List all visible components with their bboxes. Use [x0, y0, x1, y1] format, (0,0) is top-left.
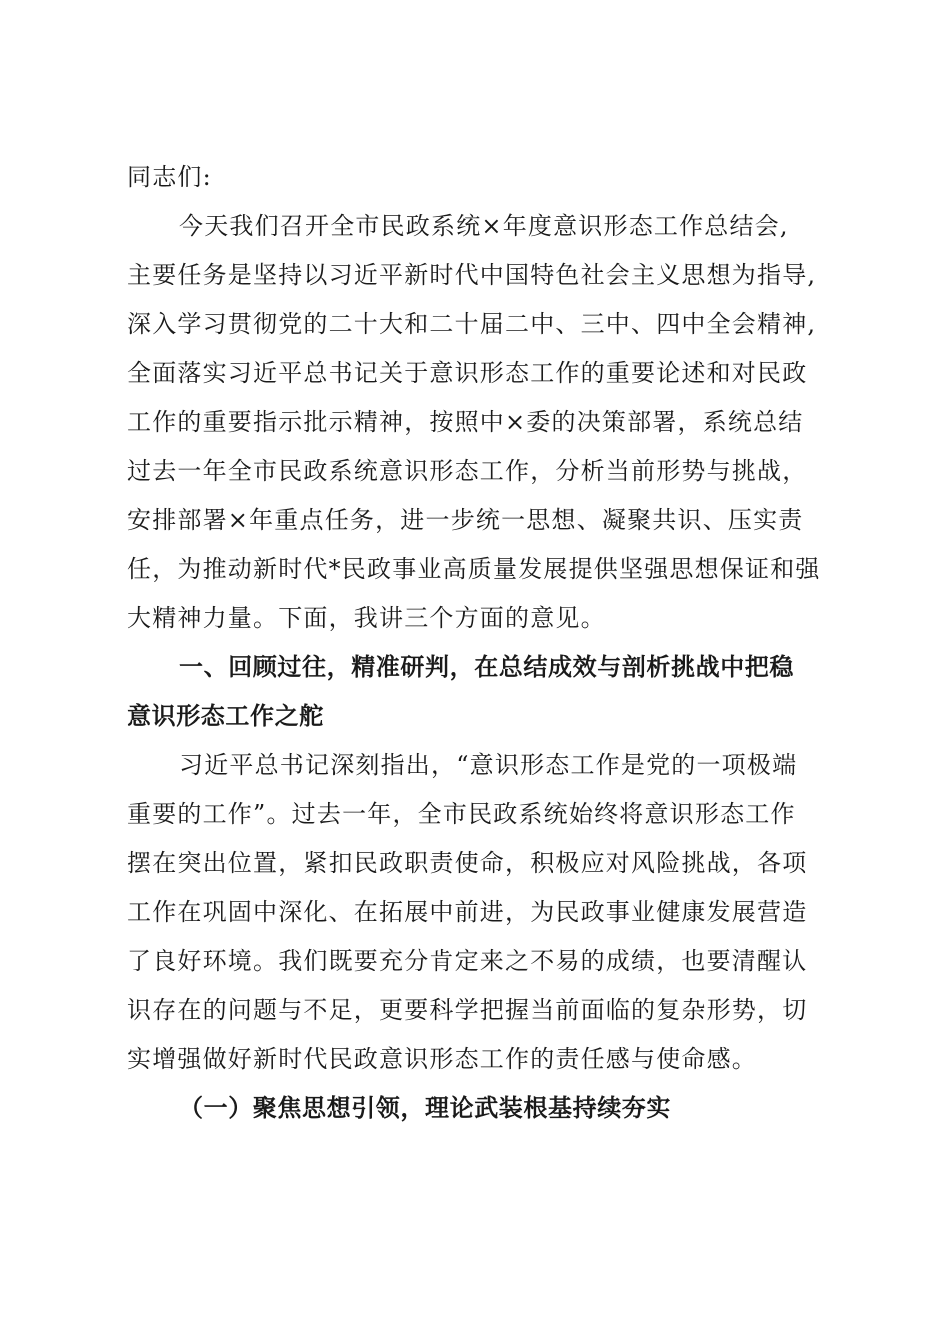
paragraph-line: 深入学习贯彻党的二十大和二十届二中、三中、四中全会精神, — [127, 310, 817, 338]
paragraph-line: 重要的工作”。过去一年，全市民政系统始终将意识形态工作 — [127, 800, 796, 828]
paragraph-line: 工作的重要指示批示精神，按照中×委的决策部署，系统总结 — [127, 408, 804, 436]
paragraph-line: 大精神力量。下面，我讲三个方面的意见。 — [127, 604, 606, 632]
paragraph-line: 主要任务是坚持以习近平新时代中国特色社会主义思想为指导, — [127, 261, 817, 289]
paragraph-line: 实增强做好新时代民政意识形态工作的责任感与使命感。 — [127, 1045, 757, 1073]
paragraph-line: 摆在突出位置，紧扣民政职责使命，积极应对风险挑战，各项 — [127, 849, 808, 877]
paragraph-line: 任，为推动新时代*民政事业高质量发展提供坚强思想保证和强 — [127, 555, 821, 583]
paragraph-line: 过去一年全市民政系统意识形态工作，分析当前形势与挑战， — [127, 457, 808, 485]
paragraph-line: 安排部署×年重点任务，进一步统一思想、凝聚共识、压实责 — [127, 506, 804, 534]
section-heading-line: 一、回顾过往，精准研判，在总结成效与剖析挑战中把稳 — [179, 653, 794, 681]
paragraph-line: 习近平总书记深刻指出，“意识形态工作是党的一项极端 — [179, 751, 798, 779]
paragraph-line: 今天我们召开全市民政系统×年度意识形态工作总结会, — [179, 212, 789, 240]
paragraph-line: 了良好环境。我们既要充分肯定来之不易的成绩，也要清醒认 — [127, 947, 808, 975]
paragraph-line: 全面落实习近平总书记关于意识形态工作的重要论述和对民政 — [127, 359, 808, 387]
subsection-heading: （一）聚焦思想引领，理论武装根基持续夯实 — [179, 1094, 671, 1122]
paragraph-line: 工作在巩固中深化、在拓展中前进，为民政事业健康发展营造 — [127, 898, 808, 926]
section-heading-line: 意识形态工作之舵 — [127, 702, 324, 730]
paragraph-line: 识存在的问题与不足，更要科学把握当前面临的复杂形势，切 — [127, 996, 808, 1024]
salutation: 同志们: — [127, 163, 212, 191]
document-body — [127, 153, 827, 1133]
